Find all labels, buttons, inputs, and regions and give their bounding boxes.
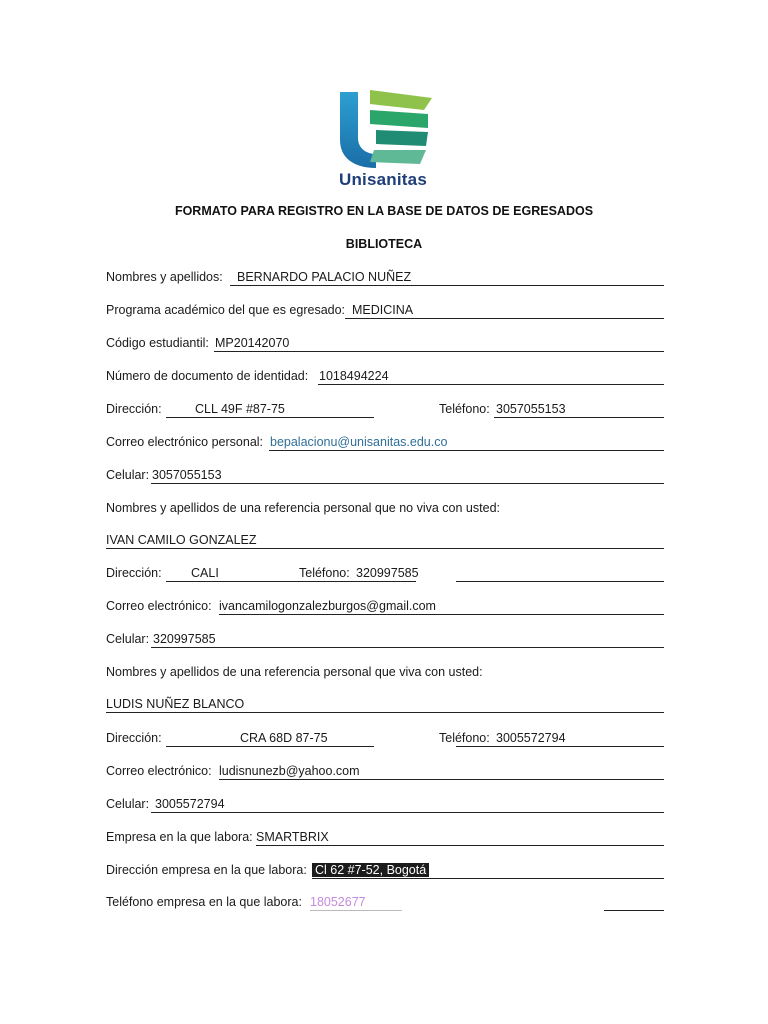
- student-code-underline: [214, 351, 664, 352]
- ref2-mobile-value[interactable]: 3005572794: [155, 797, 225, 811]
- company-value[interactable]: SMARTBRIX: [256, 830, 329, 844]
- ref1-heading: Nombres y apellidos de una referencia personal que no viva con usted:: [106, 501, 500, 515]
- address-underline: [166, 417, 374, 418]
- ref2-address-value[interactable]: CRA 68D 87-75: [240, 731, 328, 745]
- ref2-heading-row: [106, 665, 664, 683]
- ref1-name-value[interactable]: IVAN CAMILO GONZALEZ: [106, 533, 257, 547]
- ref2-name-value[interactable]: LUDIS NUÑEZ BLANCO: [106, 697, 245, 711]
- ref2-email-value[interactable]: ludisnunezb@yahoo.com: [219, 764, 360, 778]
- ref1-email-label: Correo electrónico:: [106, 599, 212, 613]
- ref1-field-address-phone: [106, 566, 664, 584]
- company-address-value[interactable]: Cl 62 #7-52, Bogotá: [312, 863, 429, 877]
- form-subtitle: BIBLIOTECA: [345, 237, 423, 251]
- ref1-name-underline: [106, 548, 664, 549]
- company-address-label: Dirección empresa en la que labora:: [106, 863, 307, 877]
- address-value[interactable]: CLL 49F #87-75: [195, 402, 285, 416]
- field-id-number: [106, 369, 664, 387]
- mobile-underline: [151, 483, 664, 484]
- mobile-label: Celular:: [106, 468, 150, 482]
- ref2-phone-label: Teléfono:: [439, 731, 490, 745]
- company-phone-label: Teléfono empresa en la que labora:: [106, 895, 302, 909]
- ref2-phone-value[interactable]: 3005572794: [496, 731, 566, 745]
- field-company-phone: [106, 895, 664, 913]
- ref1-email-underline: [219, 614, 664, 615]
- ref2-email-underline: [219, 779, 664, 780]
- field-company: [106, 830, 664, 848]
- phone-underline: [494, 417, 664, 418]
- ref2-mobile-underline: [151, 812, 664, 813]
- ref1-field-mobile: [106, 632, 664, 650]
- ref2-field-name: [106, 697, 664, 715]
- company-phone-underline-light: [310, 910, 402, 911]
- program-label: Programa académico del que es egresado:: [106, 303, 346, 317]
- name-value[interactable]: BERNARDO PALACIO NUÑEZ: [237, 270, 412, 284]
- student-code-label: Código estudiantil:: [106, 336, 209, 350]
- phone-value[interactable]: 3057055153: [496, 402, 566, 416]
- ref1-mobile-label: Celular:: [106, 632, 150, 646]
- field-name: [106, 270, 664, 288]
- company-underline: [256, 845, 664, 846]
- id-value[interactable]: 1018494224: [319, 369, 389, 383]
- ref1-phone-underline: [456, 581, 664, 582]
- phone-label: Teléfono:: [439, 402, 490, 416]
- company-label: Empresa en la que labora:: [106, 830, 253, 844]
- ref1-mobile-value[interactable]: 320997585: [153, 632, 216, 646]
- email-label: Correo electrónico personal:: [106, 435, 264, 449]
- id-label: Número de documento de identidad:: [106, 369, 309, 383]
- brand-name: Unisanitas: [339, 170, 427, 189]
- id-underline: [318, 384, 664, 385]
- ref1-heading-row: [106, 501, 664, 519]
- field-company-address: [106, 863, 664, 881]
- ref2-field-email: [106, 764, 664, 782]
- email-underline: [269, 450, 664, 451]
- company-phone-value[interactable]: 18052677: [310, 895, 366, 909]
- student-code-value[interactable]: MP20142070: [215, 336, 290, 350]
- ref2-heading: Nombres y apellidos de una referencia personal que viva con usted:: [106, 665, 483, 679]
- field-email: [106, 435, 664, 453]
- company-address-underline: [312, 878, 664, 879]
- ref1-address-value[interactable]: CALI: [191, 566, 219, 580]
- ref1-phone-label: Teléfono:: [299, 566, 350, 580]
- name-label: Nombres y apellidos:: [106, 270, 223, 284]
- email-link[interactable]: bepalacionu@unisanitas.edu.co: [270, 435, 448, 449]
- ref2-phone-underline: [456, 746, 664, 747]
- ref2-field-address-phone: [106, 731, 664, 749]
- program-underline: [345, 318, 664, 319]
- field-mobile: [106, 468, 664, 486]
- field-address-phone: [106, 402, 664, 420]
- ref2-name-underline: [106, 712, 664, 713]
- ref2-address-underline: [166, 746, 374, 747]
- company-phone-underline: [604, 910, 664, 911]
- ref1-mobile-underline: [151, 647, 664, 648]
- ref1-address-label: Dirección:: [106, 566, 162, 580]
- unisanitas-logo-icon: [336, 88, 436, 168]
- field-student-code: [106, 336, 664, 354]
- ref2-address-label: Dirección:: [106, 731, 162, 745]
- name-underline: [230, 285, 664, 286]
- ref1-email-value[interactable]: ivancamilogonzalezburgos@gmail.com: [219, 599, 436, 613]
- ref1-address-underline: [166, 581, 416, 582]
- ref1-phone-value[interactable]: 320997585: [356, 566, 419, 580]
- ref2-field-mobile: [106, 797, 664, 815]
- mobile-value[interactable]: 3057055153: [152, 468, 222, 482]
- field-program: [106, 303, 664, 321]
- ref2-mobile-label: Celular:: [106, 797, 150, 811]
- ref1-field-email: [106, 599, 664, 617]
- ref2-email-label: Correo electrónico:: [106, 764, 212, 778]
- program-value[interactable]: MEDICINA: [352, 303, 414, 317]
- address-label: Dirección:: [106, 402, 162, 416]
- ref1-field-name: [106, 533, 664, 551]
- form-title: FORMATO PARA REGISTRO EN LA BASE DE DATOS DE EGRESADOS: [174, 204, 594, 218]
